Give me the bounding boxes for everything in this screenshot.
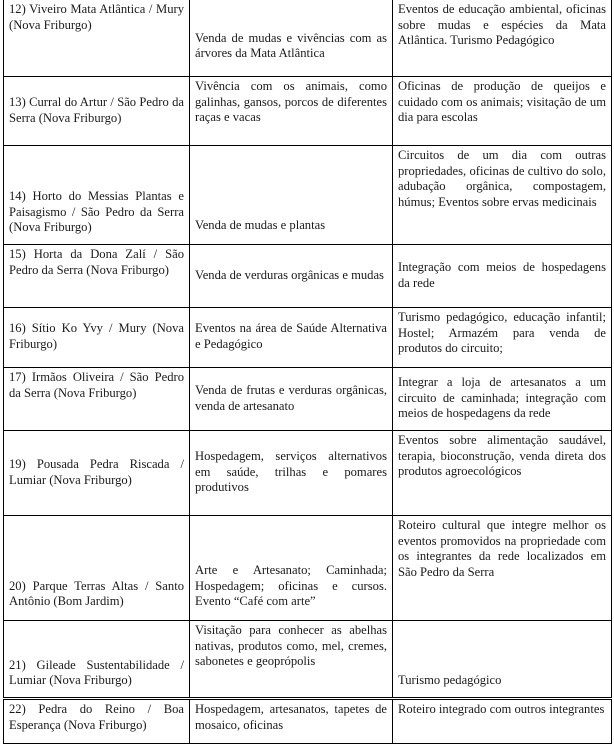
table-row xyxy=(4,621,612,699)
potential-cell: Circuitos de um dia com outras propriedades, oficinas de cultivo do solo, adubação orgânica, compostagem, húmus; Eventos sobre ervas medicinais xyxy=(393,146,612,245)
potential-cell: Roteiro cultural que integre melhor os eventos promovidos na propriedade com os integrantes da rede localizados em São Pedro da Serra xyxy=(393,516,612,621)
place-cell: 22) Pedra do Reino / Boa Esperança (Nova Friburgo) xyxy=(4,699,190,744)
offer-cell: Hospedagem, artesanatos, tapetes de mosaico, oficinas xyxy=(190,699,393,744)
offer-cell: Venda de frutas e verduras orgânicas, venda de artesanato xyxy=(190,368,393,431)
network-properties-table xyxy=(3,0,612,744)
table-row xyxy=(4,0,612,77)
table-row xyxy=(4,699,612,744)
potential-cell: Integrar a loja de artesanatos a um circuito de caminhada; integração com meios de hospedagens da rede xyxy=(393,368,612,431)
offer-cell: Venda de mudas e vivências com as árvores da Mata Atlântica xyxy=(190,0,393,77)
offer-cell: Venda de verduras orgânicas e mudas xyxy=(190,245,393,308)
potential-cell: Eventos de educação ambiental, oficinas sobre mudas e espécies da Mata Atlântica. Turismo Pedagógico xyxy=(393,0,612,77)
potential-cell: Turismo pedagógico xyxy=(393,621,612,699)
table-row xyxy=(4,431,612,516)
potential-cell: Roteiro integrado com outros integrantes xyxy=(393,699,612,744)
table-row xyxy=(4,516,612,621)
offer-cell: Venda de mudas e plantas xyxy=(190,146,393,245)
offer-cell: Arte e Artesanato; Caminhada; Hospedagem; oficinas e cursos. Evento “Café com arte” xyxy=(190,516,393,621)
potential-cell: Integração com meios de hospedagens da rede xyxy=(393,245,612,308)
offer-cell: Eventos na área de Saúde Alternativa e Pedagógico xyxy=(190,308,393,368)
place-cell: 13) Curral do Artur / São Pedro da Serra (Nova Friburgo) xyxy=(4,77,190,146)
place-cell: 19) Pousada Pedra Riscada / Lumiar (Nova Friburgo) xyxy=(4,431,190,516)
potential-cell: Eventos sobre alimentação saudável, terapia, bioconstrução, venda direta dos produtos agroecológicos xyxy=(393,431,612,516)
table-row xyxy=(4,368,612,431)
place-cell: 16) Sítio Ko Yvy / Mury (Nova Friburgo) xyxy=(4,308,190,368)
place-cell: 14) Horto do Messias Plantas e Paisagismo / São Pedro da Serra (Nova Friburgo) xyxy=(4,146,190,245)
table-row xyxy=(4,308,612,368)
offer-cell: Visitação para conhecer as abelhas nativas, produtos como, mel, cremes, sabonetes e geoprópolis xyxy=(190,621,393,699)
potential-cell: Oficinas de produção de queijos e cuidado com os animais; visitação de um dia para escolas xyxy=(393,77,612,146)
offer-cell: Hospedagem, serviços alternativos em saúde, trilhas e pomares produtivos xyxy=(190,431,393,516)
offer-cell: Vivência com os animais, como galinhas, gansos, porcos de diferentes raças e vacas xyxy=(190,77,393,146)
place-cell: 12) Viveiro Mata Atlântica / Mury (Nova Friburgo) xyxy=(4,0,190,77)
table-row xyxy=(4,77,612,146)
place-cell: 17) Irmãos Oliveira / São Pedro da Serra (Nova Friburgo) xyxy=(4,368,190,431)
table-row xyxy=(4,146,612,245)
potential-cell: Turismo pedagógico, educação infantil; Hostel; Armazém para venda de produtos do circuito; xyxy=(393,308,612,368)
place-cell: 15) Horta da Dona Zalí / São Pedro da Serra (Nova Friburgo) xyxy=(4,245,190,308)
place-cell: 20) Parque Terras Altas / Santo Antônio (Bom Jardim) xyxy=(4,516,190,621)
table-row xyxy=(4,245,612,308)
place-cell: 21) Gileade Sustentabilidade / Lumiar (Nova Friburgo) xyxy=(4,621,190,699)
